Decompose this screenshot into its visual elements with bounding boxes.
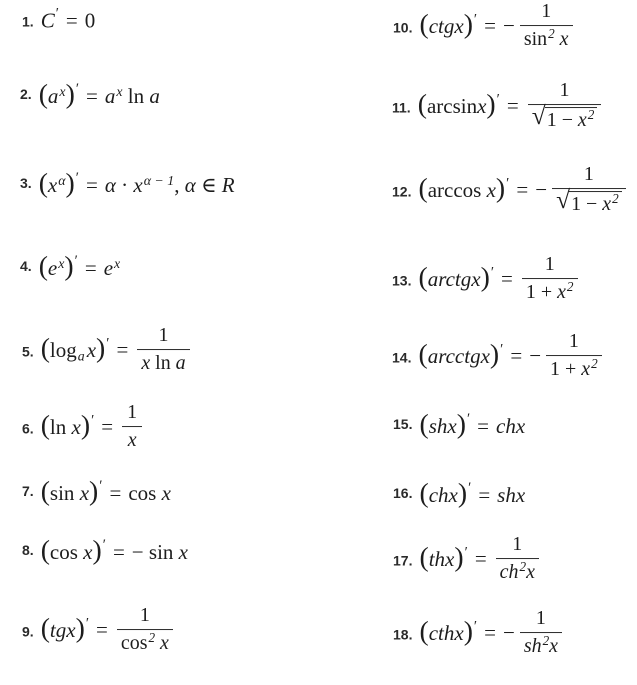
italic-text: shx	[428, 414, 457, 438]
formula	[40, 604, 175, 658]
italic-text: x	[79, 481, 90, 505]
prime-mark: ′	[102, 537, 106, 554]
prime-mark: ′	[91, 412, 95, 429]
denominator	[137, 350, 189, 375]
italic-text: a	[175, 351, 186, 374]
item-number: 8.	[22, 542, 34, 558]
superscript: 2	[587, 107, 595, 123]
item-number: 1.	[22, 13, 34, 29]
minus-sign: −	[502, 13, 515, 38]
item-number: 16.	[393, 485, 413, 501]
italic-text: ctgx	[428, 13, 464, 38]
open-paren: (	[38, 167, 48, 198]
open-paren: (	[419, 477, 429, 508]
formula	[41, 475, 171, 507]
formula-item-5	[22, 324, 192, 378]
item-number: 5.	[22, 344, 34, 360]
fraction	[520, 607, 562, 658]
denominator	[520, 26, 573, 51]
equals-sign: =	[510, 343, 523, 368]
roman-text: 0	[84, 8, 96, 33]
roman-text: 1	[541, 0, 552, 23]
close-paren: )	[80, 408, 91, 440]
open-paren: (	[38, 78, 48, 109]
open-paren: (	[40, 611, 50, 643]
close-paren: )	[480, 260, 490, 292]
denominator	[122, 427, 142, 452]
minus-sign: −	[535, 177, 548, 202]
italic-text: α	[104, 173, 116, 197]
italic-text: chx	[428, 483, 458, 507]
square-root	[556, 184, 622, 216]
numerator	[496, 533, 539, 559]
italic-text: x	[83, 540, 93, 564]
numerator	[137, 324, 189, 350]
roman-text: 1	[559, 79, 570, 102]
fraction	[496, 533, 539, 584]
equals-sign: =	[484, 13, 496, 38]
item-number: 3.	[20, 175, 32, 191]
prime-mark: ′	[466, 411, 471, 428]
superscript: x	[59, 84, 66, 100]
formula	[39, 78, 160, 110]
formula-item-2	[20, 78, 160, 110]
item-number: 6.	[22, 421, 34, 437]
superscript: 2	[542, 633, 550, 649]
numerator	[522, 253, 578, 279]
roman-text: 1 +	[525, 280, 558, 303]
italic-text: x	[557, 280, 566, 303]
italic-text: arctgx	[427, 266, 481, 291]
open-paren: (	[418, 337, 428, 369]
fraction	[552, 163, 626, 216]
equals-sign: =	[474, 546, 487, 571]
formula	[418, 253, 579, 307]
open-paren: (	[38, 250, 48, 281]
close-paren: )	[456, 408, 466, 439]
formula-item-10	[393, 0, 575, 54]
superscript: 2	[519, 559, 527, 575]
prime-mark: ′	[500, 341, 504, 358]
roman-text: 1	[512, 533, 523, 556]
roman-text: 1 −	[546, 108, 578, 131]
superscript: α − 1	[143, 173, 175, 189]
italic-text: x	[161, 481, 171, 505]
roman-text: log	[49, 337, 77, 362]
formula	[41, 534, 188, 566]
close-paren: )	[89, 475, 99, 506]
open-paren: (	[40, 408, 50, 440]
roman-text: arccos	[427, 177, 487, 202]
formula-item-17	[393, 533, 541, 587]
close-paren: )	[92, 534, 102, 565]
italic-text: thx	[428, 546, 455, 571]
roman-text: 1	[583, 163, 594, 186]
close-paren: )	[65, 78, 75, 109]
superscript: x	[58, 256, 65, 272]
denominator	[528, 100, 602, 132]
italic-text: x	[71, 414, 81, 439]
denominator	[546, 356, 602, 381]
formula-item-3	[20, 167, 235, 199]
numerator	[122, 401, 142, 427]
formula-item-6	[22, 401, 144, 455]
prime-mark: ′	[85, 615, 90, 632]
item-number: 2.	[20, 86, 32, 102]
italic-text: tgx	[49, 617, 76, 642]
formula	[419, 0, 574, 54]
open-paren: (	[40, 331, 50, 363]
item-number: 17.	[393, 553, 413, 569]
radical-sign: √	[556, 184, 571, 214]
numerator	[117, 604, 173, 630]
roman-text: ln	[150, 351, 176, 374]
equals-sign: =	[86, 84, 98, 108]
open-paren: (	[419, 614, 429, 646]
roman-text: 1	[535, 607, 546, 630]
equals-sign: =	[109, 481, 122, 505]
roman-text: ∈	[195, 173, 222, 197]
italic-text: x	[86, 337, 97, 362]
close-paren: )	[64, 250, 74, 281]
equals-sign: =	[96, 617, 108, 642]
numerator	[546, 330, 602, 356]
close-paren: )	[489, 337, 500, 369]
prime-mark: ′	[496, 91, 500, 108]
fraction	[137, 324, 189, 375]
superscript: x	[116, 84, 123, 100]
item-number: 7.	[22, 483, 34, 499]
superscript: 2	[548, 26, 555, 42]
formula	[418, 330, 603, 384]
fraction	[117, 604, 173, 655]
superscript: 2	[612, 191, 619, 207]
prime-mark: ′	[75, 170, 79, 187]
equals-sign: =	[101, 414, 114, 439]
fraction	[546, 330, 602, 381]
formula-item-15	[393, 408, 525, 440]
formula-item-8	[22, 534, 188, 566]
formula-item-12	[392, 163, 628, 219]
italic-text: R	[221, 173, 235, 197]
roman-text: sin	[49, 481, 80, 505]
formula	[39, 167, 235, 199]
radicand	[545, 107, 598, 132]
equals-sign: =	[484, 620, 496, 645]
equals-sign: =	[506, 93, 519, 118]
item-number: 12.	[392, 184, 412, 200]
formula-item-9	[22, 604, 175, 658]
formula-item-13	[392, 253, 580, 307]
formula-item-7	[22, 475, 171, 507]
formula	[40, 5, 96, 34]
fraction	[520, 0, 573, 51]
open-paren: (	[417, 87, 427, 119]
formula	[419, 607, 564, 661]
denominator	[496, 559, 539, 584]
close-paren: )	[65, 167, 75, 198]
denominator	[117, 630, 173, 655]
open-paren: (	[418, 171, 428, 203]
fraction	[528, 79, 602, 132]
italic-text: x	[577, 108, 587, 131]
close-paren: )	[495, 171, 506, 203]
formula-item-18	[393, 607, 564, 661]
formula-item-4	[20, 250, 120, 282]
equals-sign: =	[478, 483, 491, 507]
roman-text: 1 +	[550, 357, 582, 380]
italic-text: ch	[499, 560, 519, 583]
close-paren: )	[454, 540, 464, 572]
item-number: 14.	[392, 350, 412, 366]
open-paren: (	[40, 534, 50, 565]
equals-sign: =	[65, 8, 78, 33]
roman-text: cos	[49, 540, 84, 564]
italic-text: x	[155, 631, 169, 654]
minus-sign: −	[529, 343, 542, 368]
italic-text: x	[127, 428, 137, 451]
item-number: 13.	[392, 273, 412, 289]
open-paren: (	[418, 260, 428, 292]
italic-text: a	[149, 84, 160, 108]
roman-text: arcsin	[426, 93, 478, 118]
roman-text: 1	[544, 253, 555, 276]
roman-text: 1	[568, 330, 579, 353]
prime-mark: ′	[75, 81, 80, 98]
equals-sign: =	[84, 256, 97, 280]
superscript: x	[114, 256, 121, 272]
superscript: 2	[591, 356, 598, 372]
italic-text: shx	[497, 483, 526, 507]
superscript: 2	[566, 279, 574, 295]
roman-text: 1 −	[571, 192, 603, 215]
formula-item-11	[392, 79, 603, 135]
roman-text: ln	[122, 84, 150, 108]
close-paren: )	[463, 614, 473, 646]
italic-text: chx	[496, 414, 526, 438]
roman-text: ln	[49, 414, 72, 439]
open-paren: (	[419, 408, 429, 439]
prime-mark: ′	[506, 175, 510, 192]
fraction	[522, 253, 578, 304]
italic-text: x	[581, 357, 591, 380]
italic-text: e	[47, 256, 58, 280]
roman-text: ,	[174, 173, 185, 197]
formula-item-1	[22, 5, 96, 34]
radicand	[569, 191, 622, 216]
superscript: α	[58, 173, 66, 189]
item-number: 4.	[20, 258, 32, 274]
open-paren: (	[419, 540, 429, 572]
roman-text: 1	[158, 324, 169, 347]
italic-text: x	[549, 634, 558, 657]
superscript: 2	[148, 630, 156, 646]
italic-text: arcctgx	[427, 343, 490, 368]
prime-mark: ′	[464, 544, 468, 561]
equals-sign: =	[477, 414, 489, 438]
subscript: a	[77, 348, 85, 364]
open-paren: (	[419, 7, 429, 39]
denominator	[552, 184, 626, 216]
radical-sign: √	[531, 100, 546, 130]
close-paren: )	[463, 7, 473, 39]
numerator	[520, 0, 573, 26]
denominator	[520, 633, 562, 658]
close-paren: )	[75, 611, 85, 643]
formula	[419, 477, 525, 509]
italic-text: e	[103, 256, 114, 280]
italic-text: x	[141, 351, 151, 374]
italic-text: a	[104, 84, 116, 108]
equals-sign: =	[85, 173, 98, 197]
item-number: 9.	[22, 624, 34, 640]
item-number: 18.	[393, 627, 413, 643]
prime-mark: ′	[473, 11, 478, 28]
equals-sign: =	[116, 337, 129, 362]
roman-text: 1	[127, 401, 138, 424]
roman-text: 1	[139, 604, 150, 627]
equals-sign: =	[501, 266, 513, 291]
italic-text: x	[554, 27, 569, 50]
prime-mark: ′	[106, 335, 110, 352]
close-paren: )	[457, 477, 468, 508]
prime-mark: ′	[55, 5, 59, 22]
formula	[418, 163, 627, 219]
formula	[419, 533, 540, 587]
roman-text: ·	[115, 173, 134, 197]
formula-item-16	[393, 477, 525, 509]
close-paren: )	[486, 87, 496, 119]
italic-text: a	[47, 84, 59, 108]
minus-sign: −	[502, 620, 515, 645]
equals-sign: =	[516, 177, 529, 202]
formula	[40, 324, 192, 378]
equals-sign: =	[112, 540, 125, 564]
prime-mark: ′	[490, 264, 495, 281]
italic-text: x	[178, 540, 188, 564]
roman-text: sin	[523, 27, 548, 50]
roman-text: cos	[120, 631, 148, 654]
roman-text: cos	[128, 481, 162, 505]
italic-text: sh	[523, 634, 542, 657]
formula-item-14	[392, 330, 604, 384]
close-paren: )	[96, 331, 106, 363]
square-root	[531, 100, 598, 132]
roman-text: − sin	[131, 540, 179, 564]
item-number: 11.	[392, 100, 411, 116]
italic-text: C	[40, 8, 55, 33]
italic-text: x	[526, 560, 535, 583]
italic-text: x	[602, 192, 612, 215]
italic-text: α	[184, 173, 196, 197]
italic-text: x	[133, 173, 143, 197]
italic-text: x	[486, 177, 496, 202]
italic-text: cthx	[428, 620, 464, 645]
formula	[40, 401, 144, 455]
formula	[419, 408, 525, 440]
prime-mark: ′	[473, 618, 478, 635]
item-number: 10.	[393, 20, 413, 36]
numerator	[520, 607, 562, 633]
formula	[417, 79, 604, 135]
open-paren: (	[40, 475, 50, 506]
prime-mark: ′	[468, 480, 472, 497]
italic-text: x	[477, 93, 487, 118]
italic-text: x	[47, 173, 58, 197]
prime-mark: ′	[99, 478, 103, 495]
item-number: 15.	[393, 416, 413, 432]
prime-mark: ′	[74, 253, 78, 270]
fraction	[122, 401, 142, 452]
denominator	[522, 279, 578, 304]
formula	[39, 250, 121, 282]
